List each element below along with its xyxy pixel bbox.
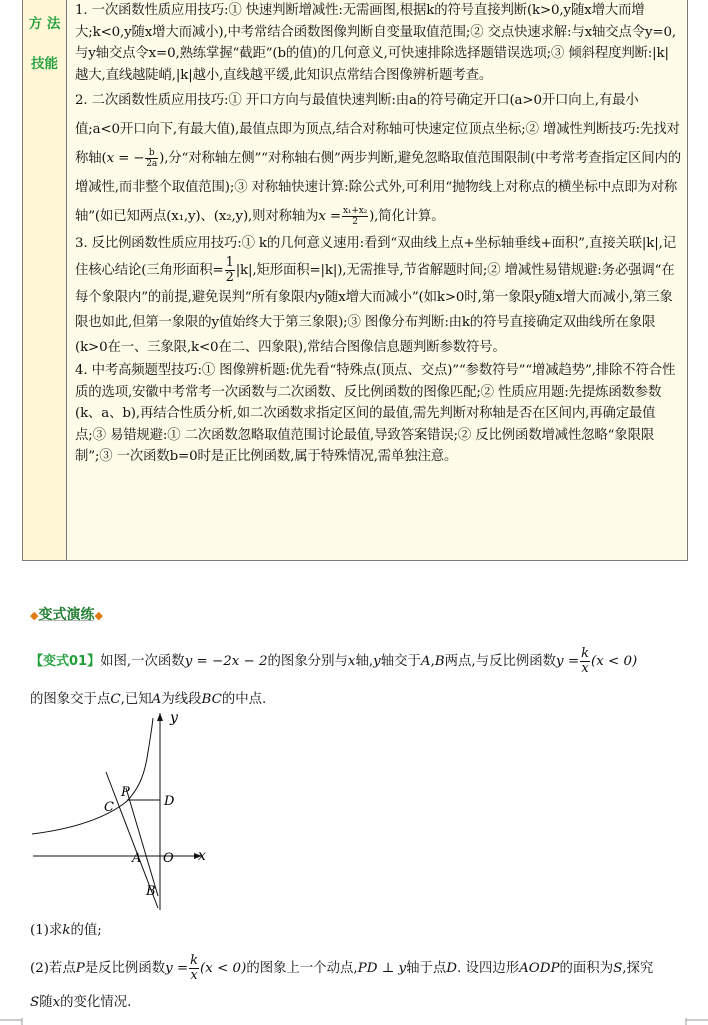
- question-text: 的变化情况.: [60, 995, 132, 1010]
- problem-text: 轴交于: [380, 654, 421, 669]
- inverse-function-lhs: y =: [556, 654, 580, 669]
- linear-function: y = −2x − 2: [184, 654, 268, 669]
- problem-tag: 【变式01】: [30, 654, 101, 669]
- question-text: 是反比例函数: [84, 961, 166, 976]
- label-a: A: [132, 851, 142, 866]
- var-s: S: [30, 995, 40, 1010]
- diamond-icon: ◆: [30, 609, 39, 622]
- side-label-top: 方 法: [28, 16, 61, 32]
- label-b: B: [146, 884, 156, 899]
- question-2: [30, 952, 690, 1020]
- method-item-2: [75, 86, 681, 231]
- problem-text: 如图,一次函数: [100, 654, 185, 669]
- point-a: A: [420, 654, 431, 669]
- method-2-text-c: ),简化计算。: [369, 209, 445, 224]
- point-d: D: [446, 961, 458, 976]
- fraction-midpoint: $\frac{\text{x₁+x₂}}{2}$: [342, 206, 368, 227]
- section-heading: [30, 604, 103, 624]
- label-c: C: [104, 800, 114, 815]
- method-2-text-b: ),分“对称轴左侧”“对称轴右侧”两步判断,避免忽略取值范围限制(中考常考查指定区间内的增减性,而非整个取值范围);③ 对称轴快速计算:除公式外,可利用“抛物线上对称点的横坐标中点即为对称轴”(如已知两点(x₁,y)、(x₂,y),则对称轴为: [75, 151, 681, 224]
- axis-formula-lhs: x = −: [106, 151, 145, 166]
- question-text: . 设四边形: [457, 961, 520, 976]
- problem-text: 为线段: [161, 692, 202, 707]
- question-text: 求: [48, 923, 63, 938]
- method-content: [75, 0, 681, 468]
- question-label: (1): [30, 923, 49, 938]
- question-text: ,探究: [622, 961, 654, 976]
- inverse-function-condition: (x < 0): [590, 654, 638, 669]
- problem-text: 两点,与反比例函数: [444, 654, 557, 669]
- label-d: D: [164, 794, 175, 809]
- fraction-k-over-x: $\frac{k}{x}$: [581, 646, 589, 676]
- question-text: 的值;: [70, 923, 102, 938]
- question-text: 的图象上一个动点,: [246, 961, 358, 976]
- point-b: B: [434, 654, 445, 669]
- page-corner-marks: [0, 1018, 708, 1025]
- method-3-text-b: |k|,矩形面积=|k|),无需推导,节省解题时间;② 增减性易错规避:务必强调“在每个象限内”的前提,避免误判“所有象限内y随x增大而减小”(如k>0时,第一象限y随x增大而减小,第三象限也如此,但第一象限的y值始终大于第三象限);③ 图像分布判断:由k的符号直接确定双曲线所在象限(k>0在一、三象限,k<0在二、四象限),常结合图像信息题判断参数符号。: [75, 263, 675, 355]
- question-text: 轴于点: [406, 961, 447, 976]
- segment-bc: BC: [201, 692, 222, 707]
- section-title: 变式演练: [38, 607, 95, 623]
- point-a: A: [151, 692, 162, 707]
- question-label: (2): [30, 961, 49, 976]
- problem-text: 的图象分别与: [267, 654, 348, 669]
- var-x: x: [52, 995, 61, 1010]
- label-o: O: [163, 851, 174, 866]
- problem-text: ,已知: [120, 692, 152, 707]
- perpendicular-expr: PD ⊥ y: [357, 961, 407, 976]
- method-2-text-a: 2. 二次函数性质应用技巧:① 开口方向与最值快速判断:由a的符号确定开口(a>0开口向上,有最小值;a<0开口向下,有最大值),最值点即为顶点,结合对称轴可快速定位顶点坐标;② 增减性判断技巧:先找对称轴(: [75, 93, 680, 166]
- label-p: P: [121, 785, 130, 800]
- method-item-1: 1. 一次函数性质应用技巧:① 快速判断增减性:无需画图,根据k的符号直接判断(k>0,y随x增大而增大;k<0,y随x增大而减小),中考常结合函数图像判断自变量取值范围;② 交点快速求解:与x轴交点令y=0,与y轴交点令x=0,熟练掌握“截距”(b的值)的几何意义,可快速排除选择题错误选项;③ 倾斜程度判断:|k|越大,直线越陡峭,|k|越小,直线越平缓,此知识点常结合图像辨析题考查。: [75, 3, 676, 83]
- fraction-k-over-x: $\frac{k}{x}$: [190, 953, 199, 983]
- problem-text: 的图象交于点: [30, 692, 111, 707]
- var-s: S: [613, 961, 623, 976]
- method-item-3: [75, 231, 681, 360]
- inverse-function-lhs: y =: [165, 961, 189, 976]
- method-side-label: [23, 0, 67, 560]
- problem-text: 的中点.: [221, 692, 267, 707]
- side-label-bottom: 技能: [31, 56, 58, 72]
- fraction-b-over-2a: $\frac{b}{2a}$: [146, 148, 158, 169]
- method-box: [22, 0, 688, 561]
- line-pb: [126, 788, 158, 896]
- y-axis-arrow-icon: [157, 713, 163, 721]
- fraction-one-half: $\frac{1}{2}$: [225, 255, 234, 285]
- question-1: [30, 916, 690, 946]
- method-3-text-a: 3. 反比例函数性质应用技巧:① k的几何意义速用:看到“双曲线上点+坐标轴垂线+面积”,直接关联|k|,记住核心结论(三角形面积=: [75, 236, 676, 278]
- problem-statement: [30, 643, 690, 719]
- function-graph-figure: [30, 710, 230, 910]
- question-text: 若点: [48, 961, 76, 976]
- point-c: C: [110, 692, 121, 707]
- var-y: y: [373, 654, 381, 669]
- label-y: y: [170, 710, 178, 726]
- var-k: k: [62, 923, 71, 938]
- inverse-function-condition: (x < 0): [200, 961, 247, 976]
- axis-formula2-lhs: x =: [318, 209, 341, 224]
- label-x: x: [198, 848, 206, 864]
- method-item-4: 4. 中考高频题型技巧:① 图像辨析题:优先看“特殊点(顶点、交点)”“参数符号”“增减趋势”,排除不符合性质的选项,安徽中考常考一次函数与二次函数、反比例函数的图像匹配;② 性质应用题:先提炼函数参数(k、a、b),再结合性质分析,如二次函数求指定区间的最值,需先判断对称轴是否在区间内,再确定最值点;③ 易错规避:① 二次函数忽略取值范围讨论最值,导致答案错误;② 反比例函数增减性忽略“象限限制”;③ 一次函数b=0时是正比例函数,属于特殊情况,需单独注意。: [75, 363, 676, 464]
- quadrilateral-aodp: AODP: [519, 961, 560, 976]
- var-x: x: [347, 654, 356, 669]
- question-text: 的面积为: [559, 961, 614, 976]
- problem-text: 轴,: [355, 654, 374, 669]
- point-p: P: [75, 961, 85, 976]
- problem-text: ,: [430, 654, 435, 669]
- question-text: 随: [39, 995, 53, 1010]
- diamond-icon: ◆: [94, 609, 103, 622]
